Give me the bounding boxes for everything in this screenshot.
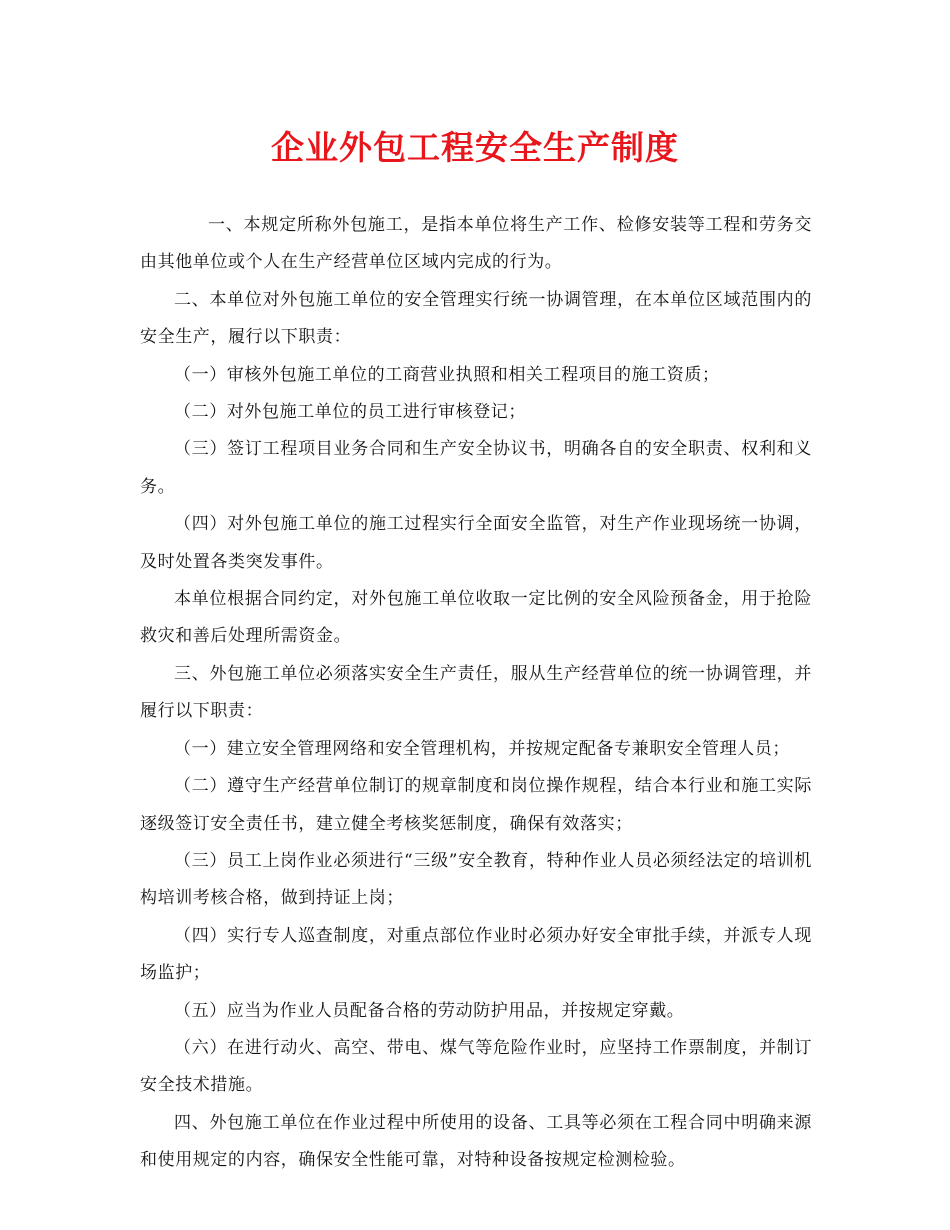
paragraph-11: （三）员工上岗作业必须进行“三级”安全教育，特种作业人员必须经法定的培训机构培训考核合格，做到持证上岗； (140, 850, 812, 909)
paragraph-12: （四）实行专人巡查制度，对重点部位作业时必须办好安全审批手续，并派专人现场监护； (140, 925, 812, 984)
paragraph-2: 二、本单位对外包施工单位的安全管理实行统一协调管理，在本单位区域范围内的安全生产，履行以下职责： (140, 289, 812, 348)
paragraph-15: 四、外包施工单位在作业过程中所使用的设备、工具等必须在工程合同中明确来源和使用规定的内容，确保安全性能可靠，对特种设备按规定检测检验。 (140, 1112, 812, 1171)
paragraph-6: （四）对外包施工单位的施工过程实行全面安全监管，对生产作业现场统一协调，及时处置各类突发事件。 (140, 514, 812, 572)
paragraph-14: （六）在进行动火、高空、带电、煤气等危险作业时，应坚持工作票制度，并制订安全技术措施。 (140, 1037, 812, 1096)
document-body (140, 207, 812, 1180)
paragraph-1: 一、本规定所称外包施工，是指本单位将生产工作、检修安装等工程和劳务交由其他单位或个人在生产经营单位区域内完成的行为。 (140, 215, 812, 273)
paragraph-4: （二）对外包施工单位的员工进行审核登记； (174, 402, 526, 423)
paragraph-5: （三）签订工程项目业务合同和生产安全协议书，明确各自的安全职责、权利和义务。 (140, 439, 812, 497)
paragraph-9: （一）建立安全管理网络和安全管理机构，并按规定配备专兼职安全管理人员； (174, 738, 790, 759)
paragraph-13: （五）应当为作业人员配备合格的劳动防护用品，并按规定穿戴。 (174, 1000, 685, 1021)
paragraph-7: 本单位根据合同约定，对外包施工单位收取一定比例的安全风险预备金，用于抢险救灾和善后处理所需资金。 (140, 589, 812, 647)
document-title: 企业外包工程安全生产制度 (271, 128, 679, 167)
paragraph-8: 三、外包施工单位必须落实安全生产责任，服从生产经营单位的统一协调管理，并履行以下职责： (140, 663, 812, 722)
paragraph-3: （一）审核外包施工单位的工商营业执照和相关工程项目的施工资质； (174, 364, 720, 385)
paragraph-10: （二）遵守生产经营单位制订的规章制度和岗位操作规程，结合本行业和施工实际逐级签订安全责任书，建立健全考核奖惩制度，确保有效落实； (140, 776, 812, 834)
